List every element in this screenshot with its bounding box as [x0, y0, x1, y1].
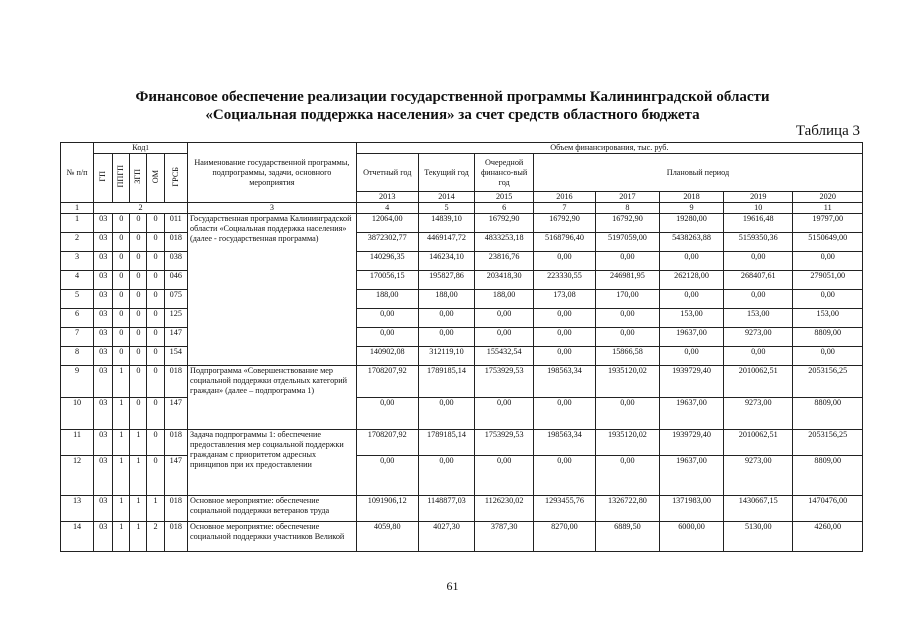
code-zgp: 0 — [130, 309, 147, 328]
column-number: 3 — [188, 203, 357, 214]
amount-cell: 203418,30 — [475, 271, 534, 290]
table-row — [61, 398, 863, 430]
header-current-year: Текущий год — [418, 154, 475, 192]
code-ppgp: 1 — [113, 456, 130, 496]
row-number: 1 — [61, 214, 94, 233]
amount-cell: 140296,35 — [356, 252, 418, 271]
amount-cell: 14839,10 — [418, 214, 475, 233]
table-row — [61, 496, 863, 522]
code-ppgp: 1 — [113, 496, 130, 522]
row-number: 11 — [61, 430, 94, 456]
amount-cell: 2053156,25 — [793, 430, 863, 456]
amount-cell: 1939729,40 — [659, 430, 723, 456]
code-om: 1 — [147, 496, 164, 522]
code-grsb: 154 — [164, 347, 188, 366]
amount-cell: 268407,61 — [724, 271, 793, 290]
code-gp: 03 — [94, 290, 113, 309]
header-num: № п/п — [61, 143, 94, 203]
code-om: 0 — [147, 309, 164, 328]
amount-cell: 5150649,00 — [793, 233, 863, 252]
amount-cell: 173,08 — [534, 290, 596, 309]
table-row — [61, 347, 863, 366]
amount-cell: 223330,55 — [534, 271, 596, 290]
code-zgp: 0 — [130, 271, 147, 290]
table-row — [61, 522, 863, 552]
document-title-line-2: «Социальная поддержка населения» за счет средств областного бюджета — [205, 107, 700, 123]
amount-cell: 9273,00 — [724, 398, 793, 430]
code-gp: 03 — [94, 430, 113, 456]
amount-cell: 0,00 — [534, 347, 596, 366]
amount-cell: 0,00 — [793, 290, 863, 309]
code-gp: 03 — [94, 309, 113, 328]
amount-cell: 2010062,51 — [724, 366, 793, 398]
code-zgp: 0 — [130, 398, 147, 430]
amount-cell: 3872302,77 — [356, 233, 418, 252]
header-name: Наименование государственной программы, подпрограммы, задачи, основного мероприятия — [188, 143, 357, 203]
row-number: 9 — [61, 366, 94, 398]
code-grsb: 147 — [164, 398, 188, 430]
row-number: 14 — [61, 522, 94, 552]
amount-cell: 5159350,36 — [724, 233, 793, 252]
code-gp: 03 — [94, 214, 113, 233]
header-code-ppgp: ППГП — [113, 154, 130, 203]
amount-cell: 170056,15 — [356, 271, 418, 290]
code-om: 0 — [147, 271, 164, 290]
row-number: 4 — [61, 271, 94, 290]
amount-cell: 0,00 — [418, 328, 475, 347]
amount-cell: 0,00 — [724, 252, 793, 271]
amount-cell: 4027,30 — [418, 522, 475, 552]
table-row — [61, 430, 863, 456]
amount-cell: 0,00 — [724, 290, 793, 309]
code-grsb: 018 — [164, 366, 188, 398]
code-grsb: 075 — [164, 290, 188, 309]
code-gp: 03 — [94, 398, 113, 430]
amount-cell: 19637,00 — [659, 456, 723, 496]
header-volume: Объем финансирования, тыс. руб. — [356, 143, 862, 154]
header-year: 2018 — [659, 192, 723, 203]
code-om: 0 — [147, 252, 164, 271]
code-ppgp: 1 — [113, 398, 130, 430]
amount-cell: 12064,00 — [356, 214, 418, 233]
code-om: 0 — [147, 430, 164, 456]
amount-cell: 1126230,02 — [475, 496, 534, 522]
amount-cell: 0,00 — [724, 347, 793, 366]
amount-cell: 195827,86 — [418, 271, 475, 290]
amount-cell: 4833253,18 — [475, 233, 534, 252]
header-code — [94, 143, 188, 154]
amount-cell: 8270,00 — [534, 522, 596, 552]
row-number: 12 — [61, 456, 94, 496]
column-number: 6 — [475, 203, 534, 214]
row-name: Основное мероприятие: обеспечение социальной поддержки ветеранов труда — [188, 496, 357, 522]
amount-cell: 3787,30 — [475, 522, 534, 552]
row-name: Подпрограмма «Совершенствование мер социальной поддержки отдельных категорий граждан» (далее – подпрограмма 1) — [188, 366, 357, 430]
header-code-zgp: ЗГП — [130, 154, 147, 203]
header-year: 2017 — [595, 192, 659, 203]
amount-cell: 155432,54 — [475, 347, 534, 366]
amount-cell: 0,00 — [475, 328, 534, 347]
code-zgp: 1 — [130, 496, 147, 522]
amount-cell: 5168796,40 — [534, 233, 596, 252]
code-ppgp: 0 — [113, 347, 130, 366]
code-ppgp: 0 — [113, 214, 130, 233]
table-row — [61, 252, 863, 271]
financing-table — [60, 142, 863, 552]
header-code-label: Код — [132, 143, 146, 152]
amount-cell: 0,00 — [534, 328, 596, 347]
amount-cell: 0,00 — [659, 252, 723, 271]
code-ppgp: 1 — [113, 366, 130, 398]
code-zgp: 1 — [130, 430, 147, 456]
amount-cell: 140902,08 — [356, 347, 418, 366]
amount-cell: 5130,00 — [724, 522, 793, 552]
code-ppgp: 0 — [113, 290, 130, 309]
row-name: Задача подпрограммы 1: обеспечение предоставления мер социальной поддержки гражданам с приоритетом адресных принципов при их предоставлении — [188, 430, 357, 496]
code-ppgp: 0 — [113, 309, 130, 328]
document-title-line-1: Финансовое обеспечение реализации государственной программы Калининградской области — [135, 89, 770, 105]
column-number: 9 — [659, 203, 723, 214]
amount-cell: 0,00 — [418, 456, 475, 496]
amount-cell: 312119,10 — [418, 347, 475, 366]
row-number: 3 — [61, 252, 94, 271]
amount-cell: 0,00 — [659, 347, 723, 366]
column-number: 4 — [356, 203, 418, 214]
code-grsb: 147 — [164, 456, 188, 496]
code-grsb: 011 — [164, 214, 188, 233]
code-om: 2 — [147, 522, 164, 552]
code-ppgp: 0 — [113, 252, 130, 271]
amount-cell: 153,00 — [659, 309, 723, 328]
header-report-year: Отчетный год — [356, 154, 418, 192]
amount-cell: 0,00 — [793, 347, 863, 366]
amount-cell: 8809,00 — [793, 398, 863, 430]
code-gp: 03 — [94, 456, 113, 496]
row-number: 6 — [61, 309, 94, 328]
header-year: 2016 — [534, 192, 596, 203]
amount-cell: 16792,90 — [475, 214, 534, 233]
amount-cell: 19280,00 — [659, 214, 723, 233]
amount-cell: 5197059,00 — [595, 233, 659, 252]
amount-cell: 0,00 — [475, 456, 534, 496]
amount-cell: 1470476,00 — [793, 496, 863, 522]
code-ppgp: 0 — [113, 328, 130, 347]
code-grsb: 125 — [164, 309, 188, 328]
amount-cell: 6000,00 — [659, 522, 723, 552]
code-grsb: 147 — [164, 328, 188, 347]
amount-cell: 1753929,53 — [475, 366, 534, 398]
amount-cell: 4469147,72 — [418, 233, 475, 252]
code-ppgp: 0 — [113, 233, 130, 252]
amount-cell: 198563,34 — [534, 366, 596, 398]
code-om: 0 — [147, 328, 164, 347]
amount-cell: 1293455,76 — [534, 496, 596, 522]
amount-cell: 0,00 — [595, 456, 659, 496]
amount-cell: 279051,00 — [793, 271, 863, 290]
amount-cell: 0,00 — [595, 252, 659, 271]
amount-cell: 188,00 — [418, 290, 475, 309]
code-gp: 03 — [94, 496, 113, 522]
amount-cell: 16792,90 — [595, 214, 659, 233]
amount-cell: 19637,00 — [659, 328, 723, 347]
column-number: 7 — [534, 203, 596, 214]
header-code-footnote: 1 — [145, 144, 149, 152]
row-number: 13 — [61, 496, 94, 522]
amount-cell: 23816,76 — [475, 252, 534, 271]
column-number: 2 — [94, 203, 188, 214]
page-number: 61 — [446, 579, 459, 593]
amount-cell: 1935120,02 — [595, 430, 659, 456]
header-code-om: ОМ — [147, 154, 164, 203]
amount-cell: 0,00 — [356, 398, 418, 430]
code-ppgp: 1 — [113, 430, 130, 456]
amount-cell: 1430667,15 — [724, 496, 793, 522]
amount-cell: 170,00 — [595, 290, 659, 309]
code-gp: 03 — [94, 366, 113, 398]
code-om: 0 — [147, 456, 164, 496]
code-gp: 03 — [94, 271, 113, 290]
amount-cell: 8809,00 — [793, 456, 863, 496]
amount-cell: 0,00 — [418, 398, 475, 430]
amount-cell: 262128,00 — [659, 271, 723, 290]
amount-cell: 16792,90 — [534, 214, 596, 233]
code-ppgp: 0 — [113, 271, 130, 290]
amount-cell: 1939729,40 — [659, 366, 723, 398]
amount-cell: 0,00 — [595, 398, 659, 430]
code-zgp: 0 — [130, 290, 147, 309]
amount-cell: 19797,00 — [793, 214, 863, 233]
amount-cell: 9273,00 — [724, 456, 793, 496]
amount-cell: 19637,00 — [659, 398, 723, 430]
amount-cell: 15866,58 — [595, 347, 659, 366]
amount-cell: 0,00 — [659, 290, 723, 309]
table-row — [61, 214, 863, 233]
table-row — [61, 290, 863, 309]
code-om: 0 — [147, 233, 164, 252]
amount-cell: 0,00 — [595, 328, 659, 347]
amount-cell: 153,00 — [793, 309, 863, 328]
code-grsb: 018 — [164, 233, 188, 252]
code-gp: 03 — [94, 252, 113, 271]
column-number: 8 — [595, 203, 659, 214]
table-body — [61, 214, 863, 552]
table-row — [61, 366, 863, 398]
amount-cell: 246981,95 — [595, 271, 659, 290]
amount-cell: 19616,48 — [724, 214, 793, 233]
code-zgp: 0 — [130, 366, 147, 398]
table-label: Таблица 3 — [795, 123, 860, 139]
row-number: 10 — [61, 398, 94, 430]
amount-cell: 9273,00 — [724, 328, 793, 347]
code-gp: 03 — [94, 347, 113, 366]
amount-cell: 1708207,92 — [356, 430, 418, 456]
amount-cell: 4260,00 — [793, 522, 863, 552]
code-om: 0 — [147, 398, 164, 430]
code-grsb: 046 — [164, 271, 188, 290]
header-year: 2020 — [793, 192, 863, 203]
table-row — [61, 309, 863, 328]
amount-cell: 0,00 — [356, 456, 418, 496]
code-zgp: 0 — [130, 252, 147, 271]
amount-cell: 0,00 — [418, 309, 475, 328]
header-year: 2014 — [418, 192, 475, 203]
amount-cell: 146234,10 — [418, 252, 475, 271]
code-grsb: 018 — [164, 496, 188, 522]
amount-cell: 1326722,80 — [595, 496, 659, 522]
code-om: 0 — [147, 366, 164, 398]
amount-cell: 0,00 — [534, 456, 596, 496]
header-code-gp: ГП — [94, 154, 113, 203]
code-gp: 03 — [94, 328, 113, 347]
row-name: Государственная программа Калининградской области «Социальная поддержка населения» (далее - государственная программа) — [188, 214, 357, 366]
amount-cell: 2053156,25 — [793, 366, 863, 398]
amount-cell: 0,00 — [356, 309, 418, 328]
amount-cell: 1789185,14 — [418, 366, 475, 398]
row-number: 7 — [61, 328, 94, 347]
amount-cell: 8809,00 — [793, 328, 863, 347]
amount-cell: 1753929,53 — [475, 430, 534, 456]
table-row — [61, 328, 863, 347]
code-grsb: 018 — [164, 522, 188, 552]
amount-cell: 1371983,00 — [659, 496, 723, 522]
row-number: 2 — [61, 233, 94, 252]
row-name: Основное мероприятие: обеспечение социальной поддержки участников Великой — [188, 522, 357, 552]
amount-cell: 1789185,14 — [418, 430, 475, 456]
header-next-year: Очередной финансо-вый год — [475, 154, 534, 192]
table-row — [61, 233, 863, 252]
row-number: 8 — [61, 347, 94, 366]
amount-cell: 153,00 — [724, 309, 793, 328]
amount-cell: 0,00 — [475, 309, 534, 328]
code-zgp: 0 — [130, 328, 147, 347]
amount-cell: 1708207,92 — [356, 366, 418, 398]
amount-cell: 5438263,88 — [659, 233, 723, 252]
amount-cell: 0,00 — [534, 309, 596, 328]
column-number: 10 — [724, 203, 793, 214]
header-year: 2019 — [724, 192, 793, 203]
code-zgp: 1 — [130, 456, 147, 496]
code-grsb: 038 — [164, 252, 188, 271]
amount-cell: 0,00 — [534, 398, 596, 430]
header-plan-period: Плановый период — [534, 154, 863, 192]
row-number: 5 — [61, 290, 94, 309]
code-zgp: 0 — [130, 233, 147, 252]
code-zgp: 0 — [130, 347, 147, 366]
code-zgp: 0 — [130, 214, 147, 233]
column-number: 1 — [61, 203, 94, 214]
code-ppgp: 1 — [113, 522, 130, 552]
amount-cell: 0,00 — [356, 328, 418, 347]
code-gp: 03 — [94, 522, 113, 552]
code-om: 0 — [147, 290, 164, 309]
header-code-grsb: ГРСБ — [164, 154, 188, 203]
amount-cell: 0,00 — [475, 398, 534, 430]
amount-cell: 1935120,02 — [595, 366, 659, 398]
code-gp: 03 — [94, 233, 113, 252]
amount-cell: 188,00 — [356, 290, 418, 309]
amount-cell: 1091906,12 — [356, 496, 418, 522]
amount-cell: 188,00 — [475, 290, 534, 309]
amount-cell: 0,00 — [595, 309, 659, 328]
column-number: 5 — [418, 203, 475, 214]
amount-cell: 1148877,03 — [418, 496, 475, 522]
amount-cell: 2010062,51 — [724, 430, 793, 456]
code-om: 0 — [147, 214, 164, 233]
code-zgp: 1 — [130, 522, 147, 552]
header-year: 2015 — [475, 192, 534, 203]
amount-cell: 6889,50 — [595, 522, 659, 552]
code-grsb: 018 — [164, 430, 188, 456]
table-row — [61, 456, 863, 496]
code-om: 0 — [147, 347, 164, 366]
header-year: 2013 — [356, 192, 418, 203]
amount-cell: 0,00 — [793, 252, 863, 271]
column-number: 11 — [793, 203, 863, 214]
amount-cell: 198563,34 — [534, 430, 596, 456]
amount-cell: 4059,80 — [356, 522, 418, 552]
table-row — [61, 271, 863, 290]
amount-cell: 0,00 — [534, 252, 596, 271]
